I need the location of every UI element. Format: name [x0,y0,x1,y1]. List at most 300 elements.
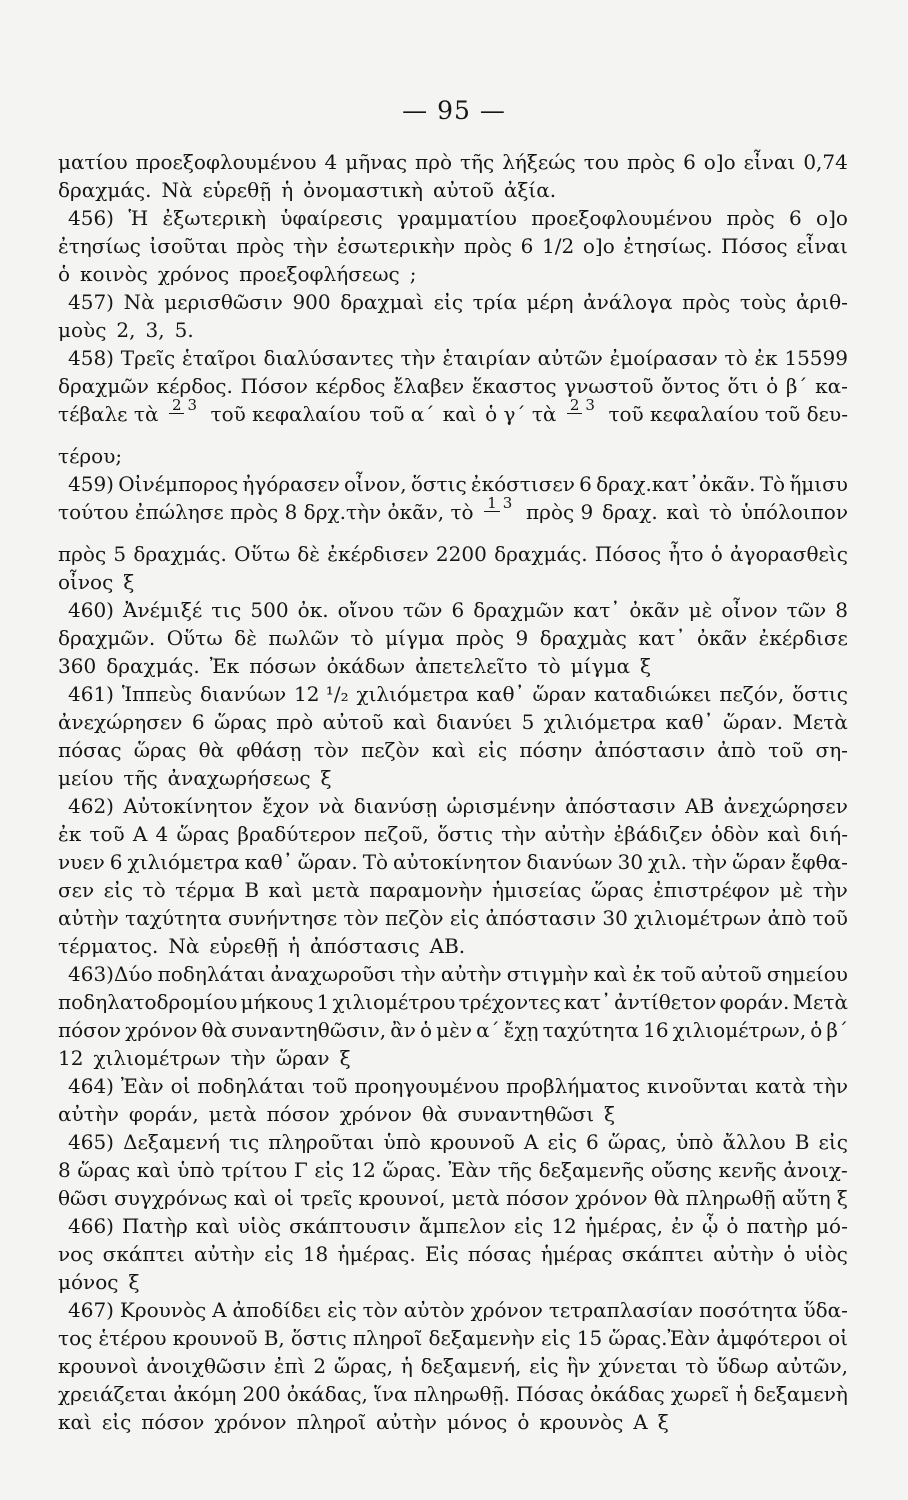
word: ἐτησίως. [623,234,713,258]
word: Αὐτοκίνητον [123,794,253,818]
word: ἀκόμη [173,1382,237,1406]
word: 461) [68,682,114,706]
word: πόσων [249,654,317,678]
text-line [58,596,848,624]
word: θὰ [653,1186,680,1210]
word: χρόνος [157,262,230,286]
word: οἴνου [337,598,394,622]
word: ὕδωρ [716,1354,769,1378]
word: τὸ [350,626,374,650]
word: ἡμέρας, [584,1214,663,1238]
word: 5 [521,710,535,734]
word: Ἐὰν [448,1158,492,1182]
word: Α [132,822,148,846]
word: ἐξωτερικὴ [162,206,267,230]
word: αὐτοῦ [432,178,494,202]
word: ποδηλατοδρομίου [58,990,238,1014]
word: ἡμέρας. [337,1242,416,1266]
word: ὥρας.Ἐὰν [608,1326,711,1350]
text-line [58,708,848,736]
word: ἐμοίρασαν [609,346,718,370]
word: ἐκ [754,346,778,370]
word: κρουνοὶ [58,1354,139,1378]
word: αὐτὴν [440,962,502,986]
word: τούτου ἐπώλησε πρὸς 8 δρχ.τὴν ὀκᾶν, τὸ [58,500,474,524]
word: ὑπόλοιπον [740,500,848,524]
word: ὀκᾶν [629,598,680,622]
text-line [58,442,848,470]
word: ἠγόρασεν [242,472,340,496]
word: 30 [617,850,644,874]
word: συναντηθῶσι [457,1102,595,1126]
word: ἐπὶ [273,1354,306,1378]
word: τοῦ [660,962,696,986]
word: πρὸς [236,234,285,258]
text-line [58,204,848,232]
word: ξ [339,1046,351,1070]
word: πρὸ [276,710,314,734]
word: μετὰ [311,878,360,902]
word: ἀνοιχ- [783,1158,848,1182]
word: ἡ [281,178,294,202]
word: τὴν [400,962,436,986]
word: πόσας [467,1242,532,1266]
word: ἐβάδιζεν [613,822,703,846]
word: ο]ο [703,150,736,174]
word: ἐτησίως [58,234,141,258]
word: δραχμῶν [58,374,149,398]
word: ἀνοιχθῶσιν [146,1354,266,1378]
word: του [583,150,619,174]
word: κατ᾽ [638,626,686,650]
word: σημείου [766,962,848,986]
word: χρόνον [470,1298,543,1322]
text-line [58,624,848,652]
word: αὐτοκίνητον [393,850,522,874]
word: χιλιόμετρα [543,710,657,734]
word: ὁ [710,542,723,566]
word: εἰς [264,1242,294,1266]
text-line [58,1408,848,1436]
word: ἐκ [632,962,656,986]
word: χιλιομέτρων [634,906,762,930]
word: χιλιόμετρα [356,682,469,706]
word: ὅστις [290,1326,347,1350]
word: μὲ [688,598,713,622]
word: 467) [68,1298,114,1322]
word: τὴν [692,850,728,874]
word: 6 [451,598,465,622]
word: 16 [643,1018,669,1042]
word: δραχμῶν. [58,626,156,650]
word: ξ [320,766,332,790]
word: Α [523,1130,539,1154]
word: 5 [113,542,127,566]
word: κινοῦνται [647,1074,749,1098]
word: α΄ [476,1018,500,1042]
word: μίγμα [570,654,630,678]
word: Νὰ [161,178,193,202]
word: μὲν [436,1018,472,1042]
word: δραχ. [601,500,658,524]
word: αὐτοῦ [322,710,384,734]
word: τρεῖς [300,1186,353,1210]
word: 360 [58,654,97,678]
word: κρουνοῦ [172,1326,258,1350]
word: τὸ [537,654,561,678]
word: τρέχοντες [458,990,561,1014]
word: ἔφθα- [790,850,848,874]
word: δραχμάς. [58,178,152,202]
word: ἔχον [262,794,310,818]
text-line [58,960,848,988]
text-line [58,652,848,680]
word: δεξαμενῆς [538,1158,645,1182]
word: χύνεται [598,1354,678,1378]
word: ὁ [517,1410,530,1434]
word: μέρη [526,290,574,314]
text-line [58,1268,848,1296]
word: πόσον [58,1018,122,1042]
word: προεξοφλουμένου [531,206,713,230]
word: β΄ [785,374,808,398]
word: 12 [551,1214,577,1238]
word: καθ᾽ [244,850,293,874]
word: θὰ [421,1102,448,1126]
word: μόνος [58,1270,119,1294]
word: ὥραν [532,682,587,706]
word: 2 [313,1354,327,1378]
text-line [58,1044,848,1072]
word: ΑΒ [685,794,715,818]
text-line [58,1296,848,1324]
word: ἔλαβεν [393,374,465,398]
word: τέβαλε τὰ [58,402,159,426]
word: λήξεώς [502,150,576,174]
word: ματίου [58,150,128,174]
word: ἐκέρδισε [758,626,848,650]
word: εἰς [547,1130,577,1154]
word: οἶνος [58,570,114,594]
word: δραχμὰς [539,626,627,650]
text-line [58,1324,848,1352]
word: πόσον [505,1186,569,1210]
word: καὶ [58,1410,92,1434]
word: ᾧ [702,1214,719,1238]
word: ὥραν [732,850,786,874]
word: τοὺς [739,290,787,314]
word: προηγουμένου [354,1074,500,1098]
word: μετὰ [208,1102,257,1126]
word: χιλιομέτρου [332,990,456,1014]
word: πρὸς [463,234,512,258]
word: εἰς [529,1354,559,1378]
text-line [58,1212,848,1240]
word: ξ [604,1102,616,1126]
word: Τρεῖς [120,346,176,370]
word: ὁ [783,1242,796,1266]
word: ἡμέρας [540,1242,613,1266]
word: ἡ [735,1382,748,1406]
word: 456) [68,206,114,230]
word: ἡ [400,1354,413,1378]
word: 30 [602,906,628,930]
word: αὐτὸν [403,1298,465,1322]
word: ὁ γ΄ τὰ [485,402,557,426]
word: ὥρας, [607,1130,667,1154]
page-number: — 95 — [402,96,506,125]
word: τὸ [142,878,166,902]
word: πεζοῦ, [364,822,429,846]
word: Μετὰ [792,710,848,734]
word: Ἡ [128,206,149,230]
word: Εἰς [424,1242,459,1266]
word: αὐτῶν [537,346,603,370]
word: δραχ.κατ᾽ὀκᾶν. [596,472,756,496]
word: 6 [579,472,592,496]
text-line [58,1128,848,1156]
word: τις [211,598,242,622]
word: πατὴρ [746,1214,808,1238]
word: Δεξαμενή [123,1130,220,1154]
word: καὶ [233,1186,268,1210]
word: τὴν [501,822,537,846]
word: Ἱππεὺς [121,682,193,706]
word: Νὰ [168,934,200,958]
word: βραδύτερον [237,822,356,846]
word: ἐκέρδισεν [327,542,429,566]
word: οὔσης [650,1158,712,1182]
word: 12 [58,1046,84,1070]
word: καθ᾽ [476,682,525,706]
word: 8 [58,1158,71,1182]
word: τοῦ α΄ [369,402,435,426]
word: ὀκάδας [589,1382,665,1406]
word: καὶ [593,962,628,986]
word: ὁ [726,1214,739,1238]
word: 2, [116,318,136,342]
word: παραμονὴν [369,878,483,902]
text-line [58,932,848,960]
word: κρουνοί, [358,1186,446,1210]
word: ἀνεχώρησεν [58,710,183,734]
word: προεξοφλουμένου [135,150,317,174]
word: ; [409,262,417,286]
word: ἀντίθετον [614,990,717,1014]
word: ἀνάλογα [583,290,673,314]
word: ξ [123,570,135,594]
word: ὁ [58,262,71,286]
word: ὑφαίρεσις [280,206,383,230]
word: 6 [788,206,802,230]
word: αὐτὴν [544,822,606,846]
problem-text [58,148,848,1436]
word: χρόνον [339,1102,412,1126]
text-line [58,1380,848,1408]
word: πρὸς [726,206,775,230]
word: Οὕτω [166,626,223,650]
word: ὁ [766,374,779,398]
word: ἀνεχώρησεν [723,794,848,818]
word: ἀναχωρήσεως [167,766,311,790]
word: οἱ [170,1074,191,1098]
word: 500 [250,598,289,622]
word: Κρουνὸς [119,1298,207,1322]
word: ἐπιστρέφον [653,878,770,902]
word: καὶ [442,402,477,426]
fraction [567,398,598,440]
word: ἐκόστισεν [470,472,575,496]
word: αὐτὴν [376,1410,437,1434]
word: κατὰ [755,1074,806,1098]
word: ὁ [419,1018,433,1042]
word: τὴν [812,878,848,902]
word: τις [229,1130,260,1154]
word: συγχρόνως [114,1186,228,1210]
fraction-denominator: 3 [187,396,198,414]
word: χρόνον [125,1018,198,1042]
word: μοὺς [58,318,107,342]
word: σεν [58,878,95,902]
word: χιλ. [648,850,688,874]
word: κατ᾽ [573,598,621,622]
word: 4 [155,822,169,846]
word: Μετὰ [792,990,848,1014]
word: εἰς [103,878,134,902]
word: ποδηλάται [157,962,266,986]
word: ξ [639,654,651,678]
word: 0,74 [803,150,848,174]
word: καὶ [392,710,427,734]
word: αὕτη [781,1186,831,1210]
word: ὅστις [410,472,467,496]
word: ὥραν [275,1046,330,1070]
word: πωλῶν [268,626,340,650]
word: χιλιομέτρων [93,1046,221,1070]
word: φοράν. [719,990,790,1014]
word: μό- [816,1214,848,1238]
word: ταχύτητα [542,1018,640,1042]
word: 464) [68,1074,114,1098]
word: ὅστις [437,822,493,846]
word: 200 [242,1382,281,1406]
word: ὀκάδων [326,654,406,678]
word: ἥμισυ [789,472,848,496]
word: ὅτι [727,374,759,398]
word: τος [58,1326,93,1350]
word: ὥραν. [722,710,784,734]
text-line [58,260,848,288]
word: Οἰνέμπορος [118,472,239,496]
word: οἶνον [721,598,778,622]
word: ἰσοῦται [149,234,228,258]
word: ὥρας [133,738,187,762]
fraction [484,496,515,538]
word: πρὸ [415,150,452,174]
word: χιλιόμετρα [127,850,240,874]
word: ἐν [671,1214,694,1238]
word: ἀπὸ [717,738,756,762]
word: πόσον [266,1102,330,1126]
word: ἀποδίδει [232,1298,322,1322]
word: τοῦ [89,822,125,846]
word: αὐτὴν [194,1242,255,1266]
word: συνήντησε [227,906,338,930]
word: τῶν [402,598,443,622]
word: ἐσωτερικὴν [336,234,456,258]
word: Ἐὰν [120,1074,164,1098]
word: 4 [324,150,338,174]
word: αὐτὴν [58,906,119,930]
word: μίγμα [385,626,445,650]
text-line [58,1016,848,1044]
word: κενῆς [718,1158,777,1182]
word: 462) [68,794,114,818]
word: 15599 [784,346,848,370]
word: πληρωθῇ [685,1186,776,1210]
text-line [58,1072,848,1100]
word: χρόνον [214,1410,287,1434]
text-line [58,148,848,176]
word: καὶ [136,1158,171,1182]
fraction-denominator: 3 [502,494,513,512]
word: εἰς [314,1158,344,1182]
word: δεξαμενὴν [428,1326,536,1350]
word: Οὕτω [234,542,291,566]
word: β΄ [826,1018,848,1042]
word: ὥρας. [382,1158,442,1182]
word: τὸ [708,500,733,524]
word: ἄλλου [722,1130,786,1154]
word: πόσην [519,738,583,762]
word: πεζὸν [361,738,420,762]
word: τοῦ [812,906,848,930]
word: τοῦ κεφαλαίου [210,402,361,426]
word: ξ [657,1410,669,1434]
word: οἱ [828,1326,848,1350]
word: διή- [809,822,848,846]
word: θὰ [198,738,225,762]
word: 12 ¹/₂ [294,682,349,706]
word: τὸν [313,738,349,762]
word: Τὸ [362,850,389,874]
word: σκάπτει [621,1242,704,1266]
word: ἂν [390,1018,416,1042]
word: τὴν [292,234,329,258]
word: εἶναι [743,150,796,174]
word: ΑΒ. [429,934,466,958]
word: Α [633,1410,648,1434]
word: διανύων [199,682,287,706]
word: οἱ [273,1186,294,1210]
word: εἶναι [796,234,848,258]
word: ξ [836,1186,848,1210]
word: τοῦ κεφαλαίου τοῦ δευ- [608,402,848,426]
word: τὸ [724,346,748,370]
word: ὀκᾶν [696,626,748,650]
word: ὥρας [176,822,230,846]
word: σκάπτουσιν [289,1214,411,1238]
word: τὸν [343,906,379,930]
word: ἑτέρου [98,1326,167,1350]
word: κέρδος. [156,374,233,398]
word: Νὰ [123,290,155,314]
word: Γ [293,1158,308,1182]
text-line [58,792,848,820]
word: αὐτοῦ [700,962,762,986]
word: χρειάζεται [58,1382,168,1406]
word: συναντηθῶσιν, [231,1018,387,1042]
